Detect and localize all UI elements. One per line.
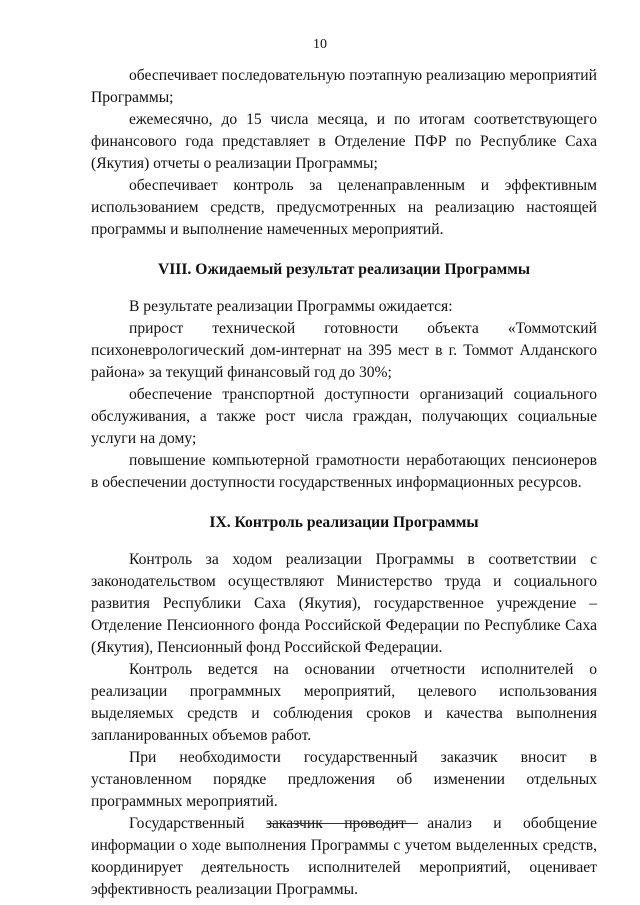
section-8-paragraph-2: прирост технической готовности объекта «Томмотский психоневрологический дом-интернат на 395 мест в г. Томмот Алданского района» за текущий финансовый год до 30%; — [91, 320, 597, 381]
intro-paragraph-1: обеспечивает последовательную поэтапную реализацию мероприятий Программы; — [91, 67, 597, 106]
section-8-heading: VIII. Ожидаемый результат реализации Программы — [157, 261, 531, 278]
section-8-paragraph-1: В результате реализации Программы ожидается: — [129, 298, 453, 315]
section-9-paragraph-3: При необходимости государственный заказчик вносит в установленном порядке предложения об изменении отдельных программных мероприятий. — [91, 749, 597, 810]
section-8-paragraph-3: обеспечение транспортной доступности организаций социального обслуживания, а также рост числа граждан, получающих социальные услуги на дому; — [91, 386, 597, 447]
section-9-paragraph-1: Контроль за ходом реализации Программы в соответствии с законодательством осуществляют Министерство труда и социального развития Республики Саха (Якутия), государственное учреждение – Отделение Пенсионного фонда Российской Федерации по Республике Саха (Якутия), Пенсионный фонд Российской Федерации. — [91, 551, 597, 656]
section-9-heading: IX. Контроль реализации Программы — [209, 514, 479, 531]
page-number: 10 — [313, 37, 327, 52]
section-9-paragraph-4: Государственный заказчик проводит анализ и обобщение информации о ходе выполнения Программы с учетом выделенных средств, координирует деятельность исполнителей мероприятий, оценивает эффективность реализации Программы. — [91, 815, 597, 898]
intro-paragraph-3: обеспечивает контроль за целенаправленным и эффективным использованием средств, предусмотренных на реализацию настоящей программы и выполнение намеченных мероприятий. — [91, 177, 597, 238]
document-body — [91, 65, 597, 901]
end-divider-line — [267, 823, 418, 824]
section-9-paragraph-2: Контроль ведется на основании отчетности исполнителей о реализации программных мероприятий, целевого использования выделяемых средств и соблюдения сроков и качества выполнения запланированных объемов работ. — [91, 661, 597, 744]
section-8-paragraph-4: повышение компьютерной грамотности неработающих пенсионеров в обеспечении доступности государственных информационных ресурсов. — [91, 452, 597, 491]
intro-paragraph-2: ежемесячно, до 15 числа месяца, и по итогам соответствующего финансового года представляет в Отделение ПФР по Республике Саха (Якутия) отчеты о реализации Программы; — [91, 111, 597, 172]
